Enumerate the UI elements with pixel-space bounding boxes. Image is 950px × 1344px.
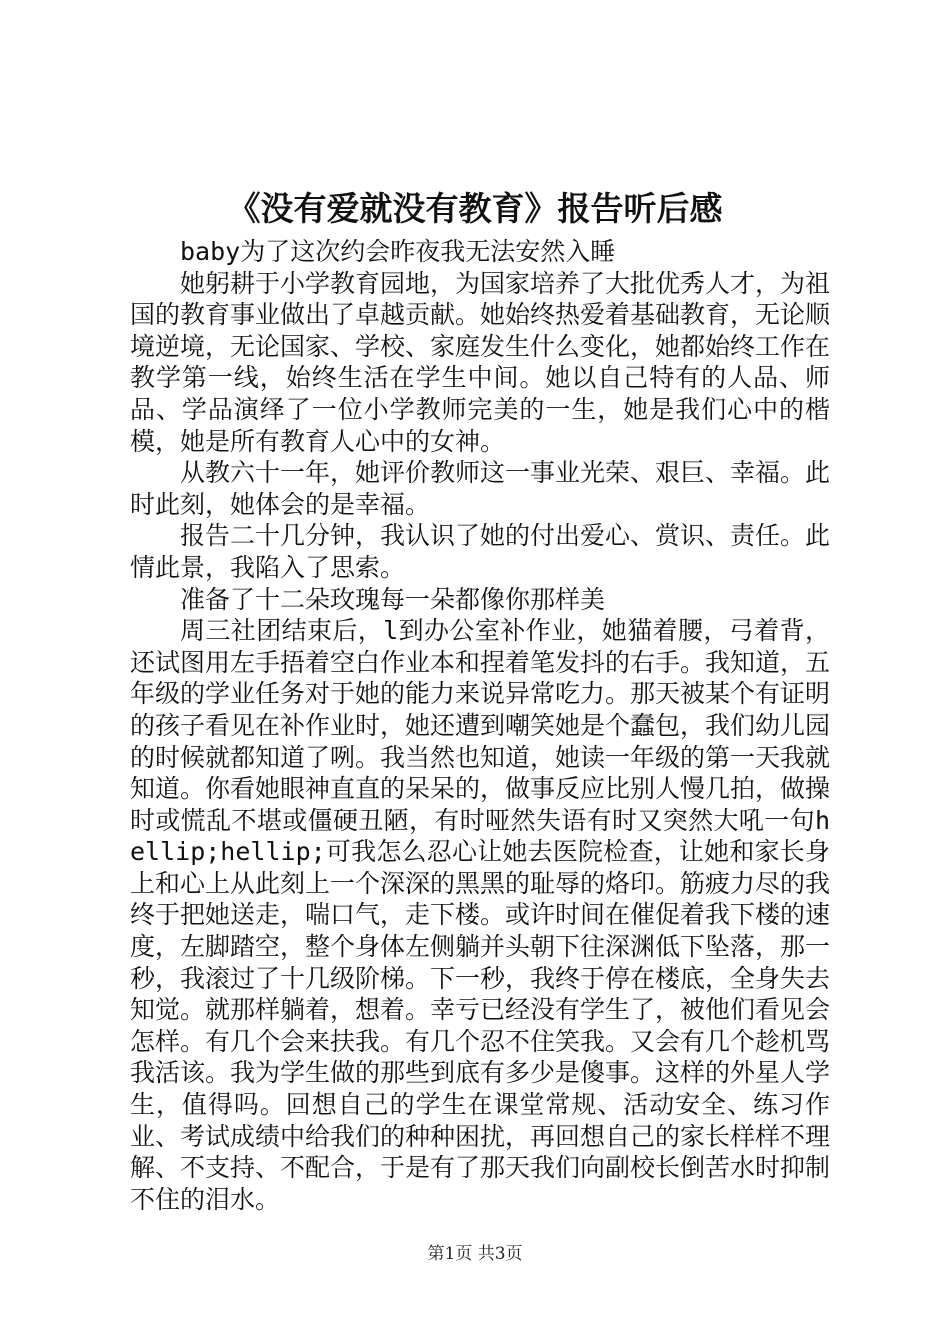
page-number-footer: 第1页 共3页 xyxy=(427,1244,523,1264)
paragraph-1: baby为了这次约会昨夜我无法安然入睡 xyxy=(180,237,616,266)
paragraph-3: 从教六十一年，她评价教师这一事业光荣、艰巨、幸福。此时此刻，她体会的是幸福。 xyxy=(130,458,831,519)
document-title: 《没有爱就没有教育》报告听后感 xyxy=(227,189,723,228)
paragraph-4: 报告二十几分钟，我认识了她的付出爱心、赏识、责任。此情此景，我陷入了思索。 xyxy=(130,521,831,582)
paragraph-2: 她躬耕于小学教育园地，为国家培养了大批优秀人才，为祖国的教育事业做出了卓越贡献。她始终热爱着基础教育，无论顺境逆境，无论国家、学校、家庭发生什么变化，她都始终工作在教学第一线，始终生活在学生中间。她以自己特有的人品、师品、学品演绎了一位小学教师完美的一生，她是我们心中的楷模，她是所有教育人心中的女神。 xyxy=(130,268,831,456)
document-body xyxy=(130,236,830,1215)
paragraph-6: 周三社团结束后，l到办公室补作业，她猫着腰，弓着背，还试图用左手捂着空白作业本和捏着笔发抖的右手。我知道，五年级的学业任务对于她的能力来说异常吃力。那天被某个有证明的孩子看见在补作业时，她还遭到嘲笑她是个蠢包，我们幼儿园的时候就都知道了咧。我当然也知道，她读一年级的第一天我就知道。你看她眼神直直的呆呆的，做事反应比别人慢几拍，做操时或慌乱不堪或僵硬丑陋，有时哑然失语有时又突然大吼一句hellip;hellip;可我怎么忍心让她去医院检查，让她和家长身上和心上从此刻上一个深深的黑黑的耻辱的烙印。筋疲力尽的我终于把她送走，喘口气，走下楼。或许时间在催促着我下楼的速度，左脚踏空，整个身体左侧躺并头朝下往深渊低下坠落，那一秒，我滚过了十几级阶梯。下一秒，我终于停在楼底，全身失去知觉。就那样躺着，想着。幸亏已经没有学生了，被他们看见会怎样。有几个会来扶我。有几个忍不住笑我。又会有几个趁机骂我活该。我为学生做的那些到底有多少是傻事。这样的外星人学生，值得吗。回想自己的学生在课堂常规、活动安全、练习作业、考试成绩中给我们的种种困扰，再回想自己的家长样样不理解、不支持、不配合，于是有了那天我们向副校长倒苦水时抑制不住的泪水。 xyxy=(130,616,831,1214)
paragraph-5: 准备了十二朵玫瑰每一朵都像你那样美 xyxy=(180,584,606,614)
